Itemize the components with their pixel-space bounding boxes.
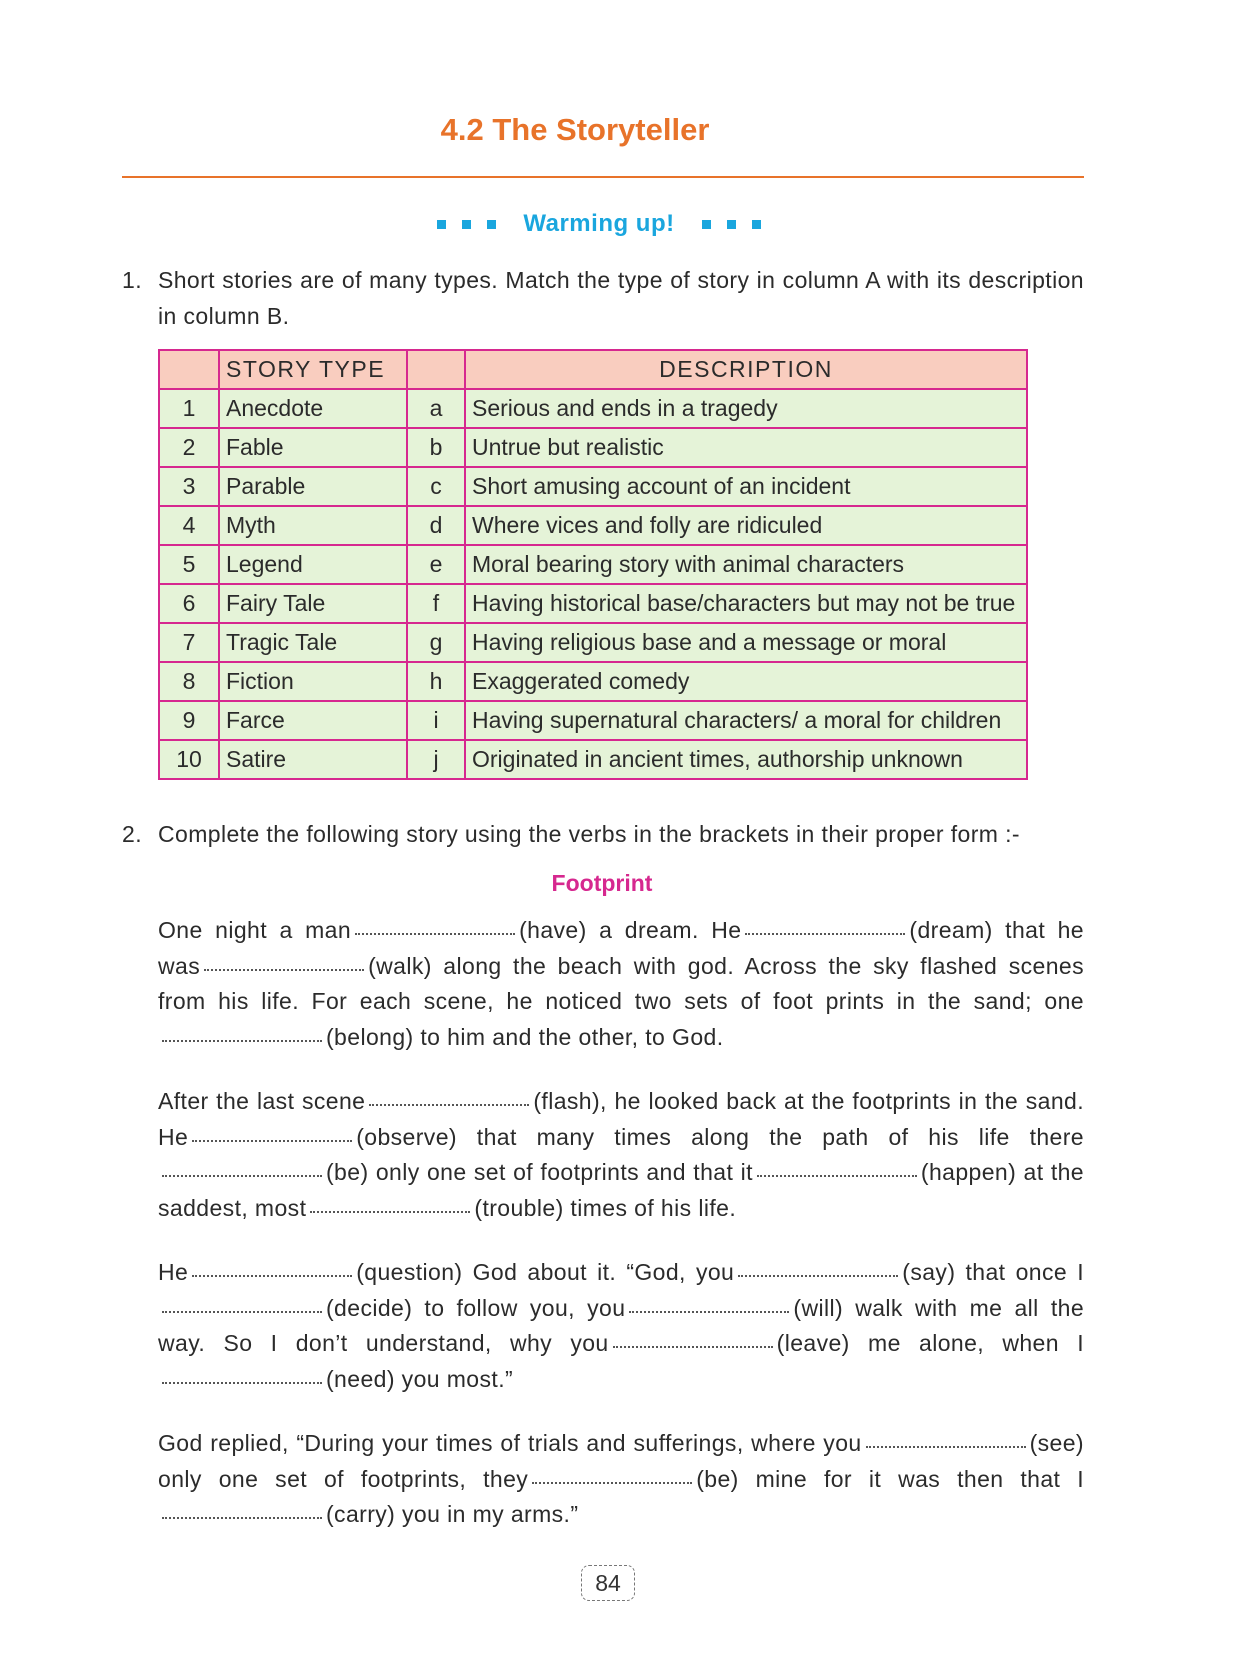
description: Serious and ends in a tragedy bbox=[465, 389, 1027, 428]
story-text: (leave) me alone, when I bbox=[776, 1330, 1084, 1356]
fill-in-blank[interactable] bbox=[369, 1104, 529, 1106]
page-title: 4.2 The Storyteller bbox=[440, 112, 710, 147]
square-bullet-icon bbox=[752, 220, 761, 229]
description: Short amusing account of an incident bbox=[465, 467, 1027, 506]
story-text: (have) a dream. He bbox=[519, 917, 742, 943]
row-number: 5 bbox=[159, 545, 219, 584]
header-description: DESCRIPTION bbox=[465, 350, 1027, 389]
question-1 bbox=[122, 262, 1084, 334]
story-text: He bbox=[158, 1259, 189, 1285]
description: Where vices and folly are ridiculed bbox=[465, 506, 1027, 545]
row-number: 6 bbox=[159, 584, 219, 623]
story-text: (belong) to him and the other, to God. bbox=[326, 1023, 724, 1050]
fill-in-blank[interactable] bbox=[629, 1311, 789, 1313]
story-type: Myth bbox=[219, 506, 407, 545]
header-cell bbox=[159, 350, 219, 389]
fill-in-blank[interactable] bbox=[192, 1275, 352, 1277]
story-text: (happen) at the saddest, most bbox=[158, 1159, 1084, 1221]
table-row bbox=[159, 389, 1027, 428]
story-text: After the last scene bbox=[158, 1088, 366, 1114]
warming-up-heading bbox=[0, 210, 1198, 238]
table-row bbox=[159, 623, 1027, 662]
row-letter: e bbox=[407, 545, 465, 584]
story-paragraph-4 bbox=[158, 1426, 1084, 1533]
description: Having historical base/characters but may not be true bbox=[465, 584, 1027, 623]
story-type: Fiction bbox=[219, 662, 407, 701]
warming-up-label: Warming up! bbox=[523, 210, 675, 237]
table-row bbox=[159, 662, 1027, 701]
description: Exaggerated comedy bbox=[465, 662, 1027, 701]
story-type: Fairy Tale bbox=[219, 584, 407, 623]
page-number: 84 bbox=[581, 1565, 635, 1601]
square-bullet-icon bbox=[487, 220, 496, 229]
story-type: Farce bbox=[219, 701, 407, 740]
story-type: Legend bbox=[219, 545, 407, 584]
row-number: 4 bbox=[159, 506, 219, 545]
square-bullet-icon bbox=[462, 220, 471, 229]
fill-in-blank[interactable] bbox=[738, 1275, 898, 1277]
fill-in-blank[interactable] bbox=[162, 1175, 322, 1177]
question-number: 1. bbox=[122, 267, 142, 293]
story-type: Anecdote bbox=[219, 389, 407, 428]
fill-in-blank[interactable] bbox=[355, 933, 515, 935]
story-paragraph-3 bbox=[158, 1255, 1084, 1397]
question-2 bbox=[122, 816, 1084, 852]
story-text: (question) God about it. “God, you bbox=[356, 1259, 735, 1285]
story-text: (be) mine for it was then that I bbox=[696, 1465, 1085, 1492]
story-text: (be) only one set of footprints and that it bbox=[326, 1159, 753, 1185]
row-letter: b bbox=[407, 428, 465, 467]
row-number: 2 bbox=[159, 428, 219, 467]
table-row bbox=[159, 467, 1027, 506]
description: Originated in ancient times, authorship unknown bbox=[465, 740, 1027, 779]
story-text: (trouble) times of his life. bbox=[474, 1194, 737, 1221]
story-text: (see) only one set of footprints, they bbox=[158, 1430, 1084, 1492]
table-header-row bbox=[159, 350, 1027, 389]
square-bullet-icon bbox=[727, 220, 736, 229]
square-bullet-icon bbox=[702, 220, 711, 229]
fill-in-blank[interactable] bbox=[162, 1040, 322, 1042]
description: Having supernatural characters/ a moral for children bbox=[465, 701, 1027, 740]
table-row bbox=[159, 428, 1027, 467]
row-number: 10 bbox=[159, 740, 219, 779]
question-text: Short stories are of many types. Match the type of story in column A with its description in column B. bbox=[158, 267, 1084, 329]
question-text: Complete the following story using the verbs in the brackets in their proper form :- bbox=[158, 821, 1020, 847]
table-row bbox=[159, 506, 1027, 545]
row-letter: h bbox=[407, 662, 465, 701]
header-story-type: STORY TYPE bbox=[219, 350, 407, 389]
row-letter: j bbox=[407, 740, 465, 779]
story-text: (decide) to follow you, you bbox=[326, 1294, 626, 1321]
table-row bbox=[159, 740, 1027, 779]
row-letter: g bbox=[407, 623, 465, 662]
story-text: One night a man bbox=[158, 917, 352, 943]
fill-in-blank[interactable] bbox=[162, 1311, 322, 1313]
description: Untrue but realistic bbox=[465, 428, 1027, 467]
story-paragraph-2 bbox=[158, 1084, 1084, 1226]
story-text: (say) that once I bbox=[902, 1259, 1084, 1285]
title-divider bbox=[122, 176, 1084, 178]
row-letter: i bbox=[407, 701, 465, 740]
question-number: 2. bbox=[122, 821, 142, 847]
fill-in-blank[interactable] bbox=[310, 1211, 470, 1213]
row-number: 8 bbox=[159, 662, 219, 701]
description: Moral bearing story with animal characters bbox=[465, 545, 1027, 584]
row-letter: d bbox=[407, 506, 465, 545]
header-cell bbox=[407, 350, 465, 389]
fill-in-blank[interactable] bbox=[866, 1446, 1026, 1448]
row-letter: f bbox=[407, 584, 465, 623]
story-text: (observe) that many times along the path of his life there bbox=[356, 1123, 1084, 1150]
row-number: 1 bbox=[159, 389, 219, 428]
story-type: Parable bbox=[219, 467, 407, 506]
fill-in-blank[interactable] bbox=[745, 933, 905, 935]
row-letter: a bbox=[407, 389, 465, 428]
story-text: (walk) along the beach with god. Across the sky flashed scenes from his life. For each scene, he noticed two sets of foot prints in the sand; one bbox=[158, 952, 1084, 1014]
fill-in-blank[interactable] bbox=[757, 1175, 917, 1177]
fill-in-blank[interactable] bbox=[162, 1517, 322, 1519]
description: Having religious base and a message or moral bbox=[465, 623, 1027, 662]
story-text: (will) walk with me all the way. So I don’t understand, why you bbox=[158, 1294, 1085, 1356]
story-title: Footprint bbox=[551, 870, 653, 896]
story-text: (dream) that he was bbox=[158, 917, 1084, 979]
story-type: Tragic Tale bbox=[219, 623, 407, 662]
row-number: 3 bbox=[159, 467, 219, 506]
table-row bbox=[159, 701, 1027, 740]
story-text: (flash), he looked back at the footprints in the sand. He bbox=[158, 1088, 1084, 1150]
story-text: God replied, “During your times of trials and sufferings, where you bbox=[158, 1430, 862, 1456]
story-type: Satire bbox=[219, 740, 407, 779]
story-text: (carry) you in my arms.” bbox=[326, 1501, 579, 1527]
table-row bbox=[159, 584, 1027, 623]
story-paragraph-1 bbox=[158, 913, 1084, 1055]
fill-in-blank[interactable] bbox=[204, 969, 364, 971]
fill-in-blank[interactable] bbox=[162, 1382, 322, 1384]
story-type-table bbox=[158, 349, 1028, 780]
fill-in-blank[interactable] bbox=[613, 1346, 773, 1348]
row-number: 9 bbox=[159, 701, 219, 740]
row-number: 7 bbox=[159, 623, 219, 662]
fill-in-blank[interactable] bbox=[532, 1482, 692, 1484]
square-bullet-icon bbox=[437, 220, 446, 229]
row-letter: c bbox=[407, 467, 465, 506]
fill-in-blank[interactable] bbox=[192, 1140, 352, 1142]
story-text: (need) you most.” bbox=[326, 1365, 514, 1392]
story-type: Fable bbox=[219, 428, 407, 467]
table-row bbox=[159, 545, 1027, 584]
